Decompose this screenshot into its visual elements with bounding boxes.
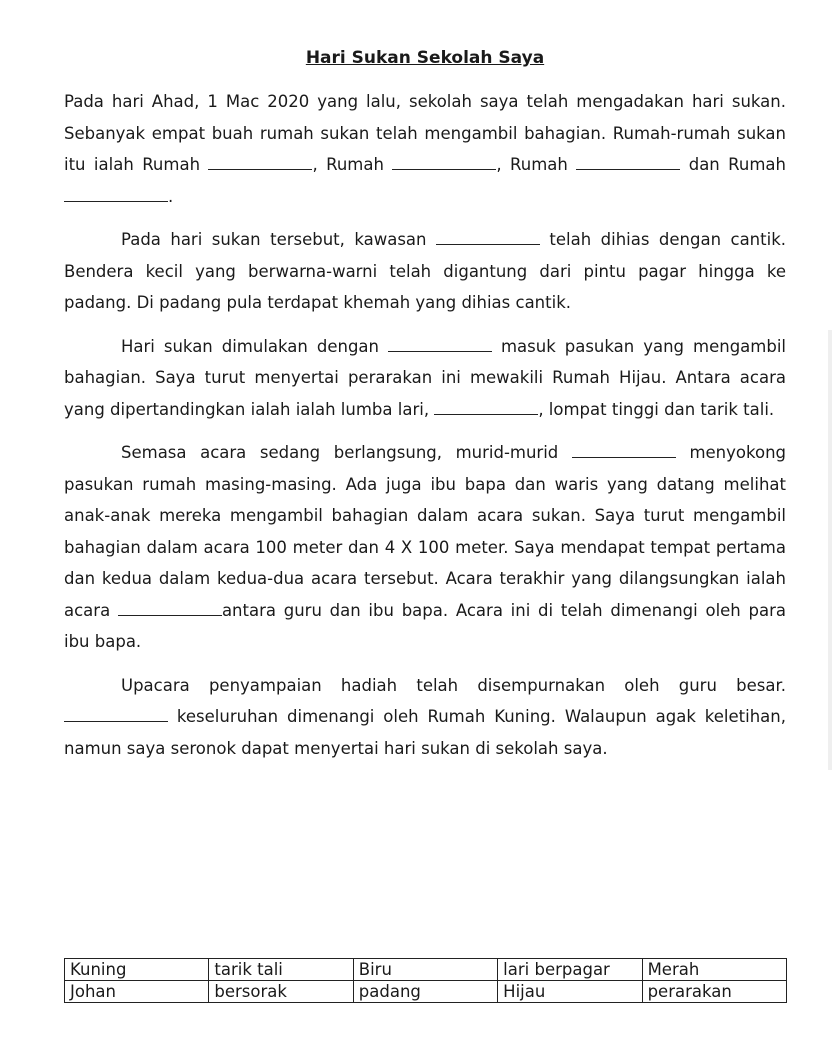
text-segment: . (168, 186, 174, 206)
paragraph-4 (64, 437, 786, 658)
blank-3[interactable] (576, 168, 680, 170)
text-segment: antara guru dan ibu bapa. Acara ini di telah dimenangi oleh para ibu bapa. (64, 600, 786, 651)
text-segment: , lompat tinggi dan tarik tali. (538, 399, 775, 419)
word-cell: Johan (65, 981, 209, 1003)
text-segment: keseluruhan dimenangi oleh Rumah Kuning. Walaupun agak keletihan, namun saya seronok dapat menyertai hari sukan di sekolah saya. (64, 707, 786, 758)
blank-9[interactable] (118, 614, 222, 616)
blank-2[interactable] (392, 168, 496, 170)
word-cell: lari berpagar (498, 959, 642, 981)
text-segment: menyokong pasukan rumah masing-masing. Ada juga ibu bapa dan waris yang datang melihat anak-anak mereka mengambil bahagian dalam acara sukan. Saya turut mengambil bahagian dalam acara 100 meter dan 4 X 100 meter. Saya mendapat tempat pertama dan kedua dalam kedua-dua acara tersebut. Acara terakhir yang dilangsungkan ialah acara (64, 443, 786, 620)
worksheet (64, 44, 786, 776)
blank-4[interactable] (64, 200, 168, 202)
paragraph-1 (64, 86, 786, 212)
word-cell: Biru (353, 959, 497, 981)
table-row (65, 959, 787, 981)
text-segment: dan Rumah (680, 155, 787, 174)
scrollbar-track[interactable] (828, 330, 832, 770)
blank-10[interactable] (64, 720, 168, 722)
word-cell: Kuning (65, 959, 209, 981)
paragraph-2 (64, 224, 786, 319)
word-cell: perarakan (642, 981, 786, 1003)
blank-8[interactable] (572, 456, 676, 458)
word-cell: bersorak (209, 981, 353, 1003)
text-segment: Pada hari sukan tersebut, kawasan (121, 230, 436, 249)
page-title: Hari Sukan Sekolah Saya (305, 48, 545, 68)
text-segment: Upacara penyampaian hadiah telah disempurnakan oleh guru besar. (121, 675, 786, 695)
blank-1[interactable] (208, 168, 312, 170)
word-cell: padang (353, 981, 497, 1003)
text-segment: Semasa acara sedang berlangsung, murid-murid (121, 443, 572, 462)
text-segment: masuk pasukan yang mengambil bahagian. Saya turut menyertai perarakan ini mewakili Rumah Hijau. Antara acara yang dipertandingkan ialah ialah lumba lari, (64, 336, 786, 419)
word-cell: Merah (642, 959, 786, 981)
text-segment: Pada hari Ahad, 1 Mac 2020 yang lalu, sekolah saya telah mengadakan hari sukan. Sebanyak empat buah rumah sukan telah mengambil bahagian. Rumah-rumah sukan itu ialah Rumah (64, 92, 786, 174)
text-segment: Hari sukan dimulakan dengan (121, 336, 388, 356)
blank-6[interactable] (388, 350, 492, 352)
table-row (65, 981, 787, 1003)
word-cell: Hijau (498, 981, 642, 1003)
text-segment: , Rumah (312, 155, 393, 174)
blank-7[interactable] (434, 413, 538, 415)
paragraph-3 (64, 331, 786, 426)
word-bank-table (64, 958, 787, 1003)
text-segment: telah dihias dengan cantik. Bendera kecil yang berwarna-warni telah digantung dari pintu pagar hingga ke padang. Di padang pula terdapat khemah yang dihias cantik. (64, 230, 786, 312)
text-segment: , Rumah (496, 155, 577, 174)
blank-5[interactable] (436, 243, 540, 245)
word-cell: tarik tali (209, 959, 353, 981)
paragraph-5 (64, 670, 786, 765)
